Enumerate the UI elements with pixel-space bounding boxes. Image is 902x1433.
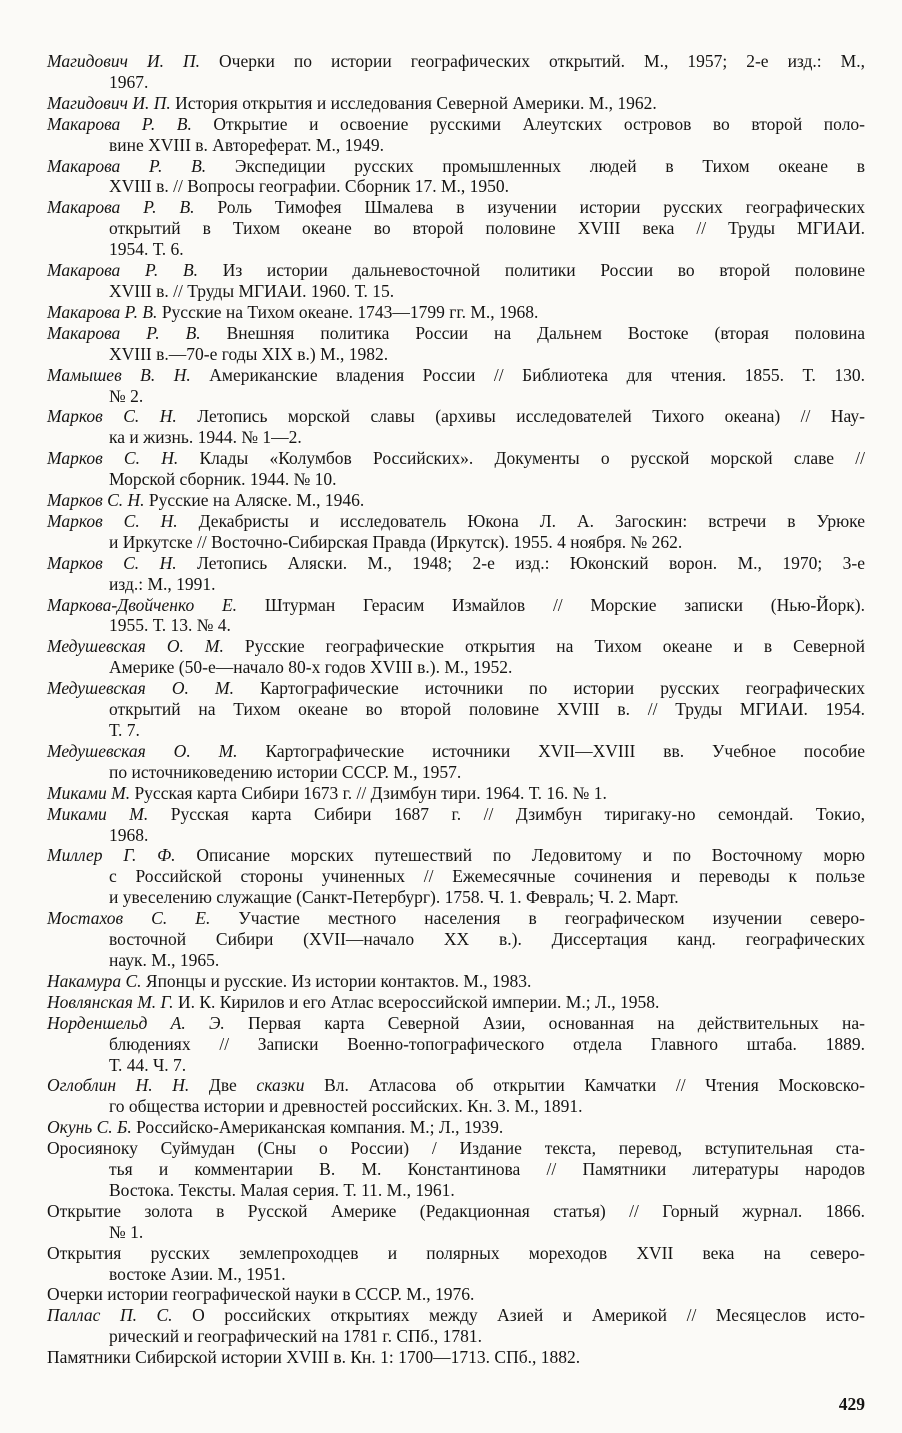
entry-text: И. К. Кирилов и его Атлас всероссийской империи. М.; Л., 1958. [173,991,660,1012]
entry-line [47,887,865,908]
entry-text: Участие местного населения в географическом изучении северо- [210,908,865,929]
entry-text: 1967. [109,71,149,92]
bibliography-entry [47,992,865,1013]
entry-line [47,344,865,365]
entry-text: вине XVIII в. Автореферат. М., 1949. [109,134,384,155]
entry-text: Картографические источники по истории русских географических [233,678,865,699]
author-name: Накамура С. [47,970,142,991]
author-name: Марков С. Н. [47,406,177,427]
entry-line [47,1138,865,1159]
entry-line [47,1159,865,1180]
bibliography-entry [47,741,865,783]
entry-text: История открытия и исследования Северной Америки. М., 1962. [170,92,657,113]
entry-line [47,762,865,783]
page-number: 429 [838,1394,865,1415]
author-name: Миллер Г. Ф. [47,845,176,866]
entry-line [47,511,865,532]
author-name: Новлянская М. Г. [47,991,174,1012]
entry-text: Декабристы и исследователь Юкона Л. А. Загоскин: встречи в Урюке [177,510,865,531]
entry-line [47,365,865,386]
entry-line [47,1075,865,1096]
entry-line [47,992,865,1013]
entry-text: Открытия русских землепроходцев и полярных мореходов XVII века на северо- [47,1242,865,1263]
entry-text: Российско-Американская компания. М.; Л., 1939. [131,1117,504,1138]
bibliography-entry [47,1013,865,1076]
entry-text: тья и комментарии В. М. Константинова // Памятники литературы народов [109,1159,865,1180]
bibliography-entry [47,197,865,260]
entry-text: ка и жизнь. 1944. № 1—2. [109,427,302,448]
bibliography-entry [47,1284,865,1305]
entry-line [47,1201,865,1222]
entry-line [47,156,865,177]
bibliography-entry [47,845,865,908]
author-name: Макарова Р. В. [47,322,201,343]
entry-line [47,260,865,281]
bibliography-entry [47,1347,865,1368]
entry-text: Вл. Атласова об открытии Камчатки // Чтения Московско- [304,1075,865,1096]
entry-text: О российских открытиях между Азией и Америкой // Месяцеслов исто- [172,1305,865,1326]
entry-line [47,1305,865,1326]
entry-text: открытий на Тихом океане во второй половине XVIII в. // Труды МГИАИ. 1954. [109,699,865,720]
entry-text: Русские на Тихом океане. 1743—1799 гг. М., 1968. [157,301,539,322]
author-name: Оглоблин Н. Н. [47,1075,190,1096]
bibliography-list [47,51,865,1368]
author-name: Макарова Р. В. [47,155,207,176]
entry-line [47,595,865,616]
entry-line [47,657,865,678]
entry-line [47,323,865,344]
entry-line [47,804,865,825]
entry-text: Летопись Аляски. М., 1948; 2-е изд.: Юконский ворон. М., 1970; 3-е [176,552,865,573]
entry-text: 1954. Т. 6. [109,239,184,260]
entry-text: Русская карта Сибири 1673 г. // Дзимбун тири. 1964. Т. 16. № 1. [130,782,607,803]
entry-text: 1955. Т. 13. № 4. [109,615,231,636]
bibliography-entry [47,553,865,595]
bibliography-entry [47,51,865,93]
bibliography-entry [47,365,865,407]
entry-text: Летопись морской славы (архивы исследователей Тихого океана) // Нау- [176,406,865,427]
entry-text: открытий в Тихом океане во второй половине XVIII века // Труды МГИАИ. [109,218,865,239]
entry-line [47,825,865,846]
entry-text: Открытие золота в Русской Америке (Редакционная статья) // Горный журнал. 1866. [47,1200,865,1221]
entry-line [47,386,865,407]
entry-text: наук. М., 1965. [109,949,220,970]
bibliography-entry [47,1138,865,1201]
entry-text: Очерки по истории географических открытий. М., 1957; 2-е изд.: М., [200,51,865,71]
entry-text: Русская карта Сибири 1687 г. // Дзимбун тиригаку-но семондай. Токио, [148,803,866,824]
bibliography-entry [47,783,865,804]
bibliography-entry [47,636,865,678]
entry-text: рический и географический на 1781 г. СПб., 1781. [109,1326,483,1347]
entry-line [47,678,865,699]
entry-line [47,72,865,93]
entry-text: Внешняя политика России на Дальнем Востоке (вторая половина [200,322,865,343]
author-name: Миками М. [47,803,149,824]
entry-line [47,553,865,574]
entry-line [47,197,865,218]
entry-text: и Иркутске // Восточно-Сибирская Правда (Иркутск). 1955. 4 ноября. № 262. [109,531,683,552]
entry-line [47,1096,865,1117]
author-name: Макарова Р. В. [47,260,199,281]
author-name: Марков С. Н. [47,490,145,511]
entry-text: Русские географические открытия на Тихом океане и в Северной [223,636,865,657]
author-name: Магидович И. П. [47,92,171,113]
entry-line [47,490,865,511]
bibliography-entry [47,406,865,448]
entry-line [47,469,865,490]
entry-line [47,51,865,72]
entry-text: Оросияноку Суймудан (Сны о России) / Издание текста, перевод, вступительная ста- [47,1138,865,1159]
entry-text: Очерки истории географической науки в СССР. М., 1976. [47,1284,475,1305]
entry-text: Из истории дальневосточной политики России во второй половине [198,260,865,281]
author-name: Маркова-Двойченко Е. [47,594,238,615]
entry-text: изд.: М., 1991. [109,573,216,594]
entry-text: востоке Азии. М., 1951. [109,1263,286,1284]
entry-text: XVIII в.—70-е годы XIX в.) М., 1982. [109,343,389,364]
entry-line [47,783,865,804]
entry-text: XVIII в. // Вопросы географии. Сборник 17. М., 1950. [109,176,510,197]
entry-line [47,93,865,114]
entry-text: Две [189,1075,257,1096]
entry-text: го общества истории и древностей российских. Кн. 3. М., 1891. [109,1096,583,1117]
bibliography-entry [47,1075,865,1117]
entry-line [47,929,865,950]
author-name: Макарова Р. В. [47,197,195,218]
entry-line [47,1013,865,1034]
bibliography-entry [47,448,865,490]
author-name: Норденшельд А. Э. [47,1012,225,1033]
author-name: Мамышев В. Н. [47,364,191,385]
bibliography-entry [47,302,865,323]
entry-line [47,908,865,929]
entry-text: и увеселению служащие (Санкт-Петербург). 1758. Ч. 1. Февраль; Ч. 2. Март. [109,887,679,908]
author-name: Макарова Р. В. [47,113,192,134]
entry-text: Т. 44. Ч. 7. [109,1054,187,1075]
entry-line [47,427,865,448]
entry-text: 1968. [109,824,149,845]
bibliography-entry [47,156,865,198]
entry-line [47,1264,865,1285]
entry-line [47,699,865,720]
entry-line [47,1180,865,1201]
author-name: Марков С. Н. [47,510,178,531]
entry-line [47,720,865,741]
entry-line [47,741,865,762]
author-name: Паллас П. С. [47,1305,173,1326]
entry-text: блюдениях // Записки Военно-топографического отдела Главного штаба. 1889. [109,1033,865,1054]
author-name: Медушевская О. М. [47,636,224,657]
entry-line [47,1326,865,1347]
bibliography-entry [47,1201,865,1243]
entry-line [47,636,865,657]
author-name: Марков С. Н. [47,448,179,469]
bibliography-entry [47,1305,865,1347]
entry-line [47,406,865,427]
bibliography-entry [47,114,865,156]
author-name: Окунь С. Б. [47,1117,132,1138]
bibliography-entry [47,678,865,741]
entry-line [47,302,865,323]
author-name: Марков С. Н. [47,552,177,573]
bibliography-entry [47,511,865,553]
bibliography-entry [47,93,865,114]
entry-line [47,1243,865,1264]
bibliography-entry [47,490,865,511]
author-name: Макарова Р. В. [47,301,158,322]
entry-line [47,239,865,260]
entry-line [47,281,865,302]
entry-line [47,1034,865,1055]
entry-text: Экспедиции русских промышленных людей в Тихом океане в [206,155,866,176]
entry-text: с Российской стороны учиненных // Ежемесячные сочинения и переводы к пользе [109,866,865,887]
bibliography-entry [47,595,865,637]
entry-line [47,615,865,636]
entry-text: Штурман Герасим Измайлов // Морские записки (Нью-Йорк). [237,594,865,615]
entry-text: Русские на Аляске. М., 1946. [144,490,365,511]
entry-line [47,448,865,469]
entry-text: восточной Сибири (XVII—начало XX в.). Диссертация канд. географических [109,929,865,950]
entry-text: Открытие и освоение русскими Алеутских островов во второй поло- [191,113,866,134]
entry-line [47,574,865,595]
entry-line [47,135,865,156]
bibliography-entry [47,323,865,365]
italic-term: сказки [256,1075,305,1096]
entry-text: Картографические источники XVII—XVIII вв. Учебное пособие [237,740,865,761]
entry-text: Первая карта Северной Азии, основанная на действительных на- [224,1012,866,1033]
entry-line [47,532,865,553]
entry-text: XVIII в. // Труды МГИАИ. 1960. Т. 15. [109,280,395,301]
entry-line [47,1055,865,1076]
entry-text: Описание морских путешествий по Ледовитому и по Восточному морю [175,845,865,866]
entry-line [47,1347,865,1368]
entry-line [47,1117,865,1138]
entry-line [47,866,865,887]
bibliography-entry [47,804,865,846]
author-name: Миками М. [47,782,131,803]
entry-text: Востока. Тексты. Малая серия. Т. 11. М., 1961. [109,1179,455,1200]
entry-line [47,176,865,197]
entry-line [47,1284,865,1305]
bibliography-entry [47,1117,865,1138]
entry-text: Японцы и русские. Из истории контактов. М., 1983. [141,970,532,991]
entry-line [47,1222,865,1243]
bibliography-entry [47,971,865,992]
entry-text: Морской сборник. 1944. № 10. [109,469,337,490]
bibliography-entry [47,1243,865,1285]
bibliography-entry [47,260,865,302]
entry-text: Америке (50-е—начало 80-х годов XVIII в.). М., 1952. [109,657,513,678]
entry-line [47,114,865,135]
entry-text: Клады «Колумбов Российских». Документы о русской морской славе // [178,448,865,469]
author-name: Медушевская О. М. [47,678,234,699]
entry-text: по источниковедению истории СССР. М., 1957. [109,761,462,782]
author-name: Мостахов С. Е. [47,908,211,929]
author-name: Медушевская О. М. [47,740,238,761]
entry-text: № 2. [109,385,144,406]
entry-line [47,218,865,239]
entry-text: Т. 7. [109,720,140,740]
entry-line [47,845,865,866]
author-name: Магидович И. П. [47,51,201,71]
entry-line [47,971,865,992]
bibliography-entry [47,908,865,971]
entry-text: Американские владения России // Библиотека для чтения. 1855. Т. 130. [190,364,865,385]
entry-text: № 1. [109,1221,144,1242]
entry-line [47,950,865,971]
entry-text: Роль Тимофея Шмалева в изучении истории русских географических [194,197,865,218]
entry-text: Памятники Сибирской истории XVIII в. Кн. 1: 1700—1713. СПб., 1882. [47,1347,581,1368]
